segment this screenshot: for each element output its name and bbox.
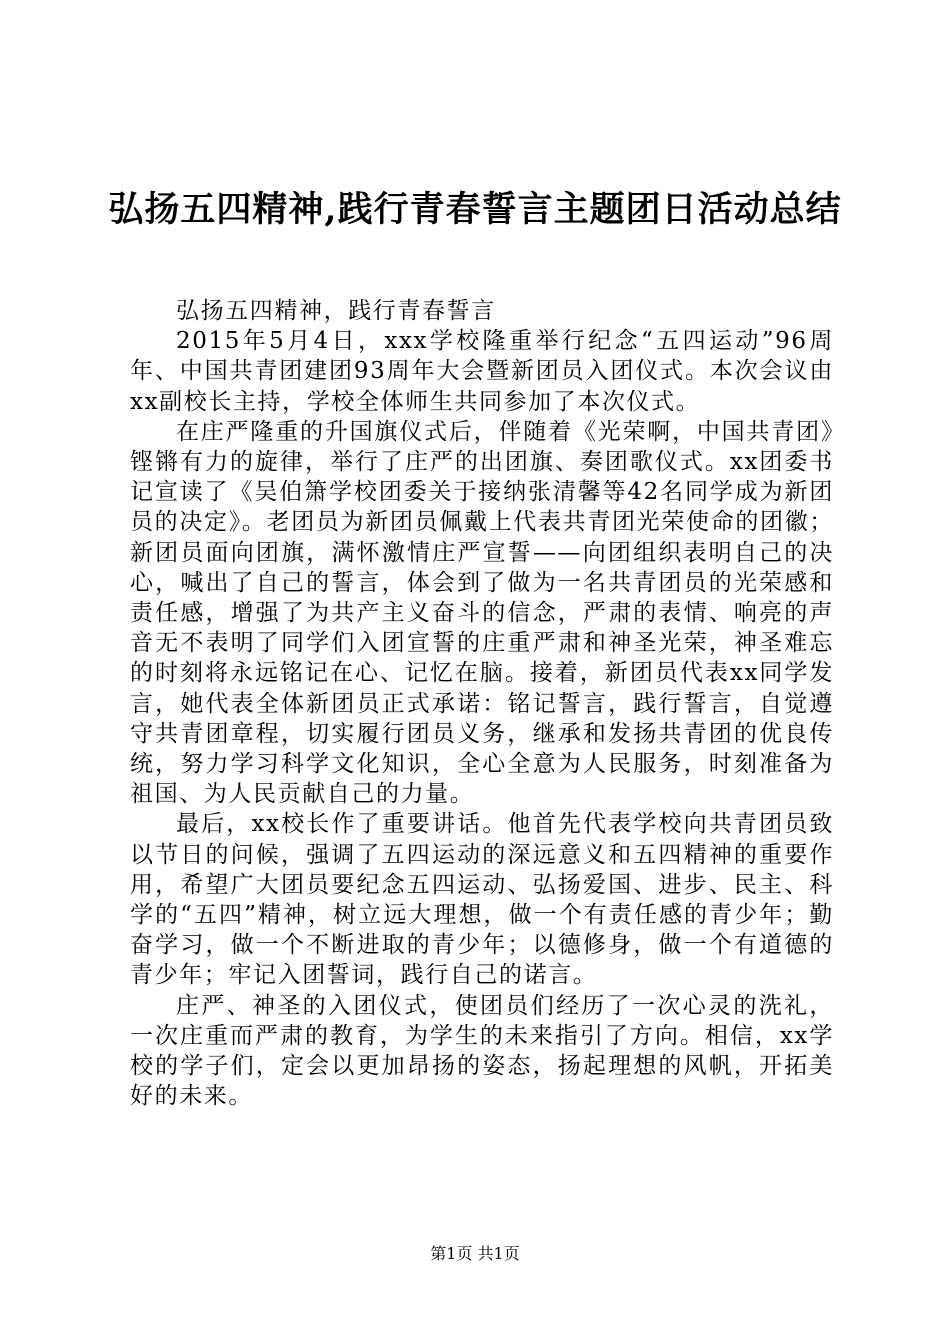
- document-body: [130, 296, 834, 1111]
- document-title: 弘扬五四精神,践行青春誓言主题团日活动总结: [108, 189, 842, 230]
- subtitle-paragraph: 弘扬五四精神，践行青春誓言: [176, 298, 496, 324]
- body-paragraph: 在庄严隆重的升国旗仪式后，伴随着《光荣啊，中国共青团》铿锵有力的旋律，举行了庄严的出团旗、奏团歌仪式。xx团委书记宣读了《吴伯箫学校团委关于接纳张清馨等42名同学成为新团员的决定》。老团员为新团员佩戴上代表共青团光荣使命的团徽；新团员面向团旗，满怀激情庄严宣誓——向团组织表明自己的决心，喊出了自己的誓言，体会到了做为一名共青团员的光荣感和责任感，增强了为共产主义奋斗的信念，严肃的表情、响亮的声音无不表明了同学们入团宣誓的庄重严肃和神圣光荣，神圣难忘的时刻将永远铭记在心、记忆在脑。接着，新团员代表xx同学发言，她代表全体新团员正式承诺：铭记誓言，践行誓言，自觉遵守共青团章程，切实履行团员义务，继承和发扬共青团的优良传统，努力学习科学文化知识，全心全意为人民服务，时刻准备为祖国、为人民贡献自己的力量。: [130, 418, 834, 808]
- body-paragraph: 2015年5月4日，xxx学校隆重举行纪念“五四运动”96周年、中国共青团建团93周年大会暨新团员入团仪式。本次会议由xx副校长主持，学校全体师生共同参加了本次仪式。: [130, 328, 834, 415]
- body-paragraph: 庄严、神圣的入团仪式，使团员们经历了一次心灵的洗礼，一次庄重而严肃的教育，为学生的未来指引了方向。相信，xx学校的学子们，定会以更加昂扬的姿态，扬起理想的风帆，开拓美好的未来。: [130, 992, 834, 1110]
- body-paragraph: 最后，xx校长作了重要讲话。他首先代表学校向共青团员致以节日的问候，强调了五四运动的深远意义和五四精神的重要作用，希望广大团员要纪念五四运动、弘扬爱国、进步、民主、科学的“五四”精神，树立远大理想，做一个有责任感的青少年；勤奋学习，做一个不断进取的青少年；以德修身，做一个有道德的青少年；牢记入团誓词，践行自己的诺言。: [130, 811, 834, 989]
- page-number-footer: 第1页 共1页: [430, 1244, 520, 1263]
